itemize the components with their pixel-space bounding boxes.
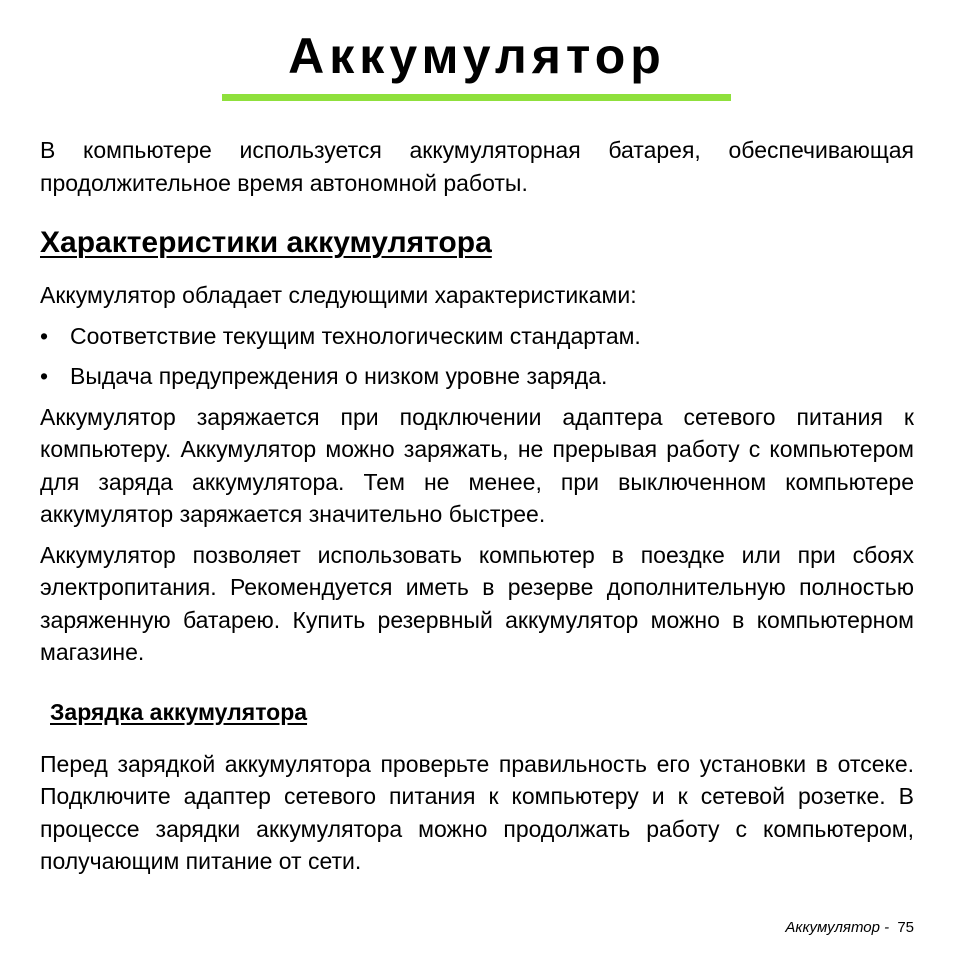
footer-section-name: Аккумулятор xyxy=(785,919,880,936)
list-item xyxy=(40,360,914,393)
subsection-heading-charging: Зарядка аккумулятора xyxy=(50,698,308,725)
footer-separator: - xyxy=(879,919,894,936)
list-item-text: Выдача предупреждения о низком уровне заряда. xyxy=(70,363,608,389)
page-number: 75 xyxy=(897,919,914,936)
charging-paragraph: Аккумулятор заряжается при подключении адаптера сетевого питания к компьютеру. Аккумулятор можно заряжать, не прерывая работу с компьютером для заряда аккумулятора. Тем не менее, при выключенном компьютере аккумулятор заряжается значительно быстрее. xyxy=(40,403,914,527)
bullet-glyph: • xyxy=(40,322,49,349)
characteristics-lead: Аккумулятор обладает следующими характеристиками: xyxy=(40,282,637,308)
section-heading-characteristics: Характеристики аккумулятора xyxy=(40,226,492,259)
page-title: Аккумулятор xyxy=(288,28,666,84)
list-item xyxy=(40,320,914,353)
travel-paragraph: Аккумулятор позволяет использовать компьютер в поездке или при сбоях электропитания. Рекомендуется иметь в резерве дополнительную полностью заряженную батарею. Купить резервный аккумулятор можно в компьютерном магазине. xyxy=(40,541,914,665)
charging-instructions-paragraph: Перед зарядкой аккумулятора проверьте правильность его установки в отсеке. Подключите адаптер сетевого питания к компьютеру и к сетевой розетке. В процессе зарядки аккумулятора можно продолжать работу с компьютером, получающим питание от сети. xyxy=(40,750,914,874)
list-item-text: Соответствие текущим технологическим стандартам. xyxy=(70,322,641,349)
bullet-glyph: • xyxy=(40,363,49,389)
page-footer xyxy=(785,918,914,938)
page-content xyxy=(40,134,914,878)
characteristics-list xyxy=(40,320,914,393)
intro-paragraph: В компьютере используется аккумуляторная батарея, обеспечивающая продолжительное время автономной работы. xyxy=(40,137,914,196)
title-underline-rule xyxy=(222,94,731,101)
